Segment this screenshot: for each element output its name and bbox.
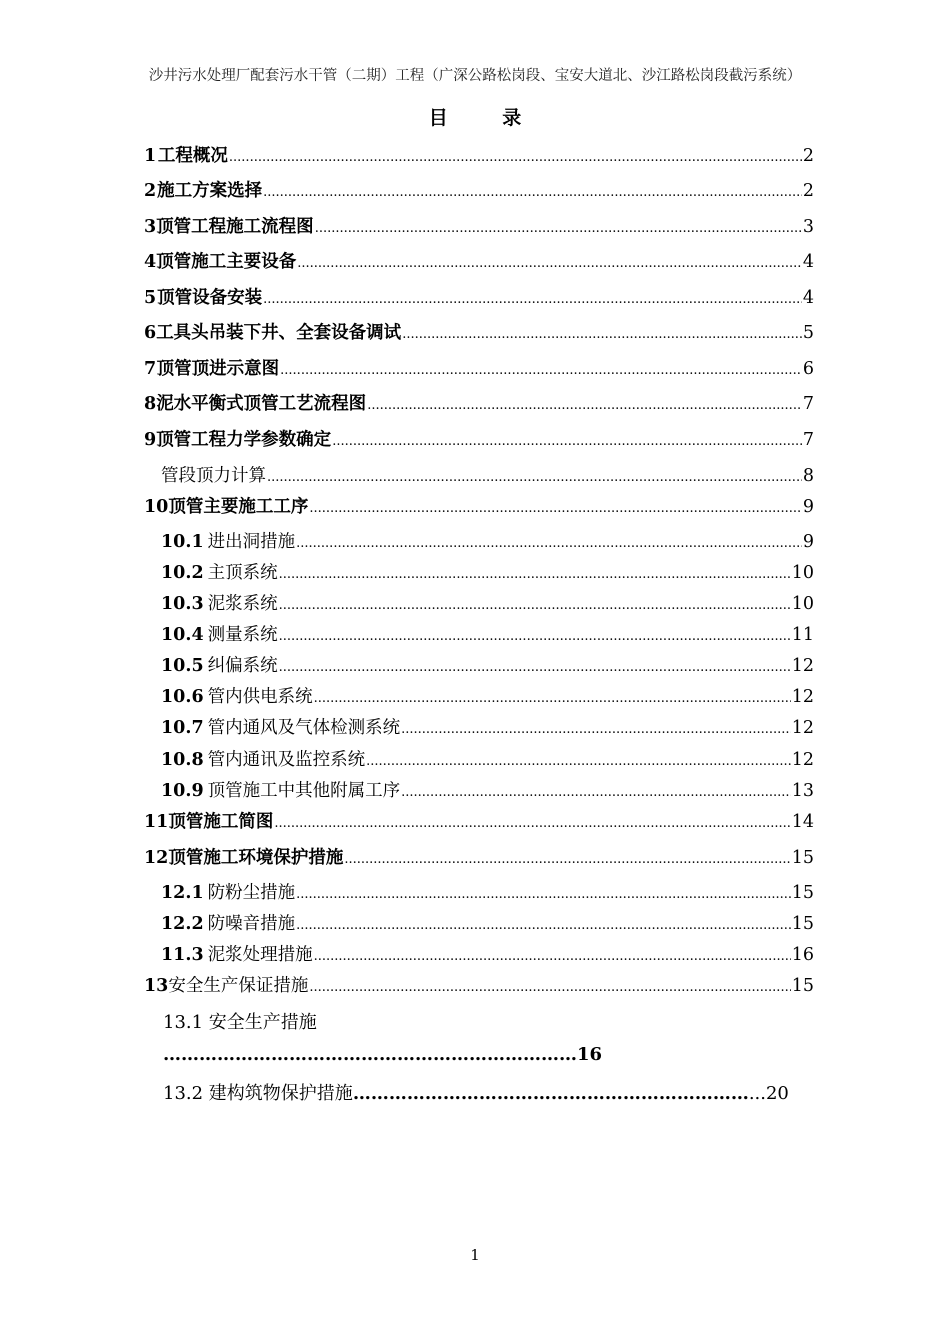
toc-entry-12-2[interactable] [161, 910, 814, 935]
toc-entry-4[interactable] [144, 248, 814, 273]
toc-entry-page: 15 [791, 883, 814, 903]
toc-entry-title: 进出洞措施 [207, 532, 296, 552]
toc-leader-dots [279, 629, 791, 644]
toc-entry-page: 2 [802, 181, 814, 201]
toc-entry-title: 顶管施工环境保护措施 [168, 848, 344, 868]
toc-entry-title: 13.2 建构筑物保护措施 [163, 1083, 353, 1104]
toc-entry-title: 安全生产保证措施 [168, 976, 309, 996]
toc-entry-title: 工程概况 [157, 146, 228, 166]
toc-entry-11-3[interactable] [161, 941, 814, 966]
toc-entry-9[interactable] [144, 426, 814, 451]
toc-entry-number: 2 [144, 181, 157, 201]
toc-entry-number: 10.8 [161, 750, 204, 770]
toc-entry-page: 10 [791, 594, 814, 614]
toc-entry-title: 顶管顶进示意图 [156, 359, 280, 379]
toc-entry-2[interactable] [144, 177, 814, 202]
toc-entry-page: 14 [791, 812, 814, 832]
toc-entry-title: 顶管施工中其他附属工序 [207, 781, 401, 801]
toc-leader-dots [280, 363, 802, 378]
toc-entry-page: 16 [791, 945, 814, 965]
page-number: 1 [470, 1246, 480, 1264]
toc-entry-10[interactable] [144, 493, 814, 518]
toc-entry-number: 10.6 [161, 687, 204, 707]
toc-entry-number: 10.9 [161, 781, 204, 801]
toc-entry-page: 9 [802, 497, 814, 517]
toc-entry-page: 15 [791, 914, 814, 934]
toc-entry-number: 10.2 [161, 563, 204, 583]
toc-entry-page: 5 [802, 323, 814, 343]
toc-entry-10-8[interactable] [161, 746, 814, 771]
toc-entry-number: 8 [144, 394, 157, 414]
toc-entry-title: 顶管设备安装 [157, 288, 263, 308]
toc-entry-title: 管内通风及气体检测系统 [207, 718, 401, 738]
toc-entry-12-1[interactable] [161, 879, 814, 904]
toc-entry-title: 纠偏系统 [207, 656, 278, 676]
toc-entry-number: 3 [144, 217, 157, 237]
toc-entry-page: 4 [802, 288, 814, 308]
toc-entry-number: 10.1 [161, 532, 204, 552]
toc-entry-10-7[interactable] [161, 714, 814, 739]
toc-leader-dots [279, 598, 791, 613]
toc-entry-5[interactable] [144, 284, 814, 309]
toc-leader-dots [279, 660, 791, 675]
toc-entry-10-3[interactable] [161, 590, 814, 615]
toc-entry-7[interactable] [144, 355, 814, 380]
toc-leader-dots [402, 327, 802, 342]
toc-entry-title: 顶管施工简图 [168, 812, 274, 832]
toc-entry-1[interactable] [144, 142, 814, 167]
toc-entry-page: 7 [802, 430, 814, 450]
toc-entry-number: 11 [144, 812, 169, 832]
toc-entry-8[interactable] [144, 390, 814, 415]
toc-entry-13-2[interactable] [163, 1079, 809, 1105]
toc-entry-page: 12 [791, 656, 814, 676]
toc-leader-dots [274, 816, 790, 831]
toc-leader-dots [296, 918, 791, 933]
toc-entry-title: 防噪音措施 [207, 914, 296, 934]
toc-leader-dots [344, 852, 790, 867]
toc-entry-page: 12 [791, 687, 814, 707]
toc-entry-page: 7 [802, 394, 814, 414]
toc-entry-page: 10 [791, 563, 814, 583]
toc-entry-number: 1 [144, 146, 157, 166]
toc-leader-dots [296, 536, 802, 551]
toc-entry-title: 顶管施工主要设备 [156, 252, 297, 272]
toc-entry-number: 5 [144, 288, 157, 308]
toc-entry-13-1-leader-page: ……………………………………………………………16 [163, 1044, 603, 1065]
toc-entry-page: 12 [791, 750, 814, 770]
toc-entry-title: 工具头吊装下井、全套设备调试 [156, 323, 402, 343]
toc-leader-dots [309, 980, 790, 995]
toc-entry-title: 顶管主要施工工序 [168, 497, 309, 517]
toc-entry-number: 10.4 [161, 625, 204, 645]
toc-leader-dots [263, 185, 802, 200]
toc-entry-13-1-title[interactable]: 13.1 安全生产措施 [163, 1012, 317, 1033]
toc-leader-dots [401, 785, 791, 800]
toc-entry-title: 管段顶力计算 [161, 466, 266, 486]
toc-entry-number: 9 [144, 430, 157, 450]
toc-entry-3[interactable] [144, 213, 814, 238]
toc-leader-dots [263, 292, 802, 307]
toc-entry-number: 12.2 [161, 914, 204, 934]
toc-entry-title: 顶管工程力学参数确定 [156, 430, 332, 450]
toc-leader-dots [366, 754, 791, 769]
toc-entry-title: 防粉尘措施 [207, 883, 296, 903]
toc-entry-13[interactable] [144, 972, 814, 997]
toc-entry-12[interactable] [144, 844, 814, 869]
toc-entry-page: 4 [802, 252, 814, 272]
toc-title: 目 录 [428, 107, 546, 129]
toc-leader-dots [332, 434, 802, 449]
toc-entry-title: 管内供电系统 [207, 687, 313, 707]
toc-leader-dots [229, 150, 802, 165]
toc-entry-10-2[interactable] [161, 559, 814, 584]
toc-entry-10-1[interactable] [161, 528, 814, 553]
toc-entry-title: 泥浆处理措施 [207, 945, 313, 965]
toc-entry-page: 15 [791, 848, 814, 868]
toc-entry-page: 8 [802, 466, 814, 486]
toc-entry-number: 11.3 [161, 945, 204, 965]
toc-entry-title: 泥水平衡式顶管工艺流程图 [156, 394, 367, 414]
toc-entry-number: 12 [144, 848, 169, 868]
toc-entry-10-6[interactable] [161, 683, 814, 708]
toc-entry-page: 15 [791, 976, 814, 996]
toc-leader-dots [297, 256, 802, 271]
toc-entry-number: 10 [144, 497, 169, 517]
toc-entry-11[interactable] [144, 808, 814, 833]
toc-entry-title: 施工方案选择 [157, 181, 263, 201]
document-header: 沙井污水处理厂配套污水干管（二期）工程（广深公路松岗段、宝安大道北、沙江路松岗段截污系统） [148, 68, 802, 84]
toc-leader-dots [314, 691, 791, 706]
toc-leader-dots [315, 221, 802, 236]
toc-entry-number: 10.7 [161, 718, 204, 738]
toc-leader-dots: ………………………………………………………… [352, 1083, 749, 1104]
toc-entry-title: 泥浆系统 [207, 594, 278, 614]
toc-leader-dots [279, 567, 791, 582]
toc-entry-number: 4 [144, 252, 157, 272]
toc-entry-page: 13 [791, 781, 814, 801]
toc-entry-number: 7 [144, 359, 157, 379]
toc-leader-dots [314, 949, 791, 964]
toc-entry-10-9[interactable] [161, 777, 814, 802]
toc-entry-page: 3 [802, 217, 814, 237]
toc-entry-10-5[interactable] [161, 652, 814, 677]
toc-entry-number: 13 [144, 976, 169, 996]
toc-entry-page: 12 [791, 718, 814, 738]
toc-entry-number: 12.1 [161, 883, 204, 903]
toc-leader-dots [296, 887, 791, 902]
toc-entry-title: 测量系统 [207, 625, 278, 645]
toc-entry-page: 6 [802, 359, 814, 379]
toc-leader-dots [267, 470, 802, 485]
toc-leader-dots [367, 398, 802, 413]
toc-entry-number: 10.5 [161, 656, 204, 676]
toc-leader-dots [401, 722, 791, 737]
toc-entry-thrust-calc[interactable] [161, 462, 814, 487]
toc-entry-page: 9 [802, 532, 814, 552]
toc-leader-dots [309, 501, 802, 516]
toc-entry-6[interactable] [144, 319, 814, 344]
toc-entry-title: 主顶系统 [207, 563, 278, 583]
toc-entry-number: 6 [144, 323, 157, 343]
toc-entry-page: 11 [791, 625, 814, 645]
toc-entry-title: 顶管工程施工流程图 [156, 217, 314, 237]
toc-entry-number: 10.3 [161, 594, 204, 614]
toc-entry-page: ...20 [748, 1083, 789, 1104]
toc-entry-page: 2 [802, 146, 814, 166]
toc-entry-10-4[interactable] [161, 621, 814, 646]
toc-entry-title: 管内通讯及监控系统 [207, 750, 366, 770]
